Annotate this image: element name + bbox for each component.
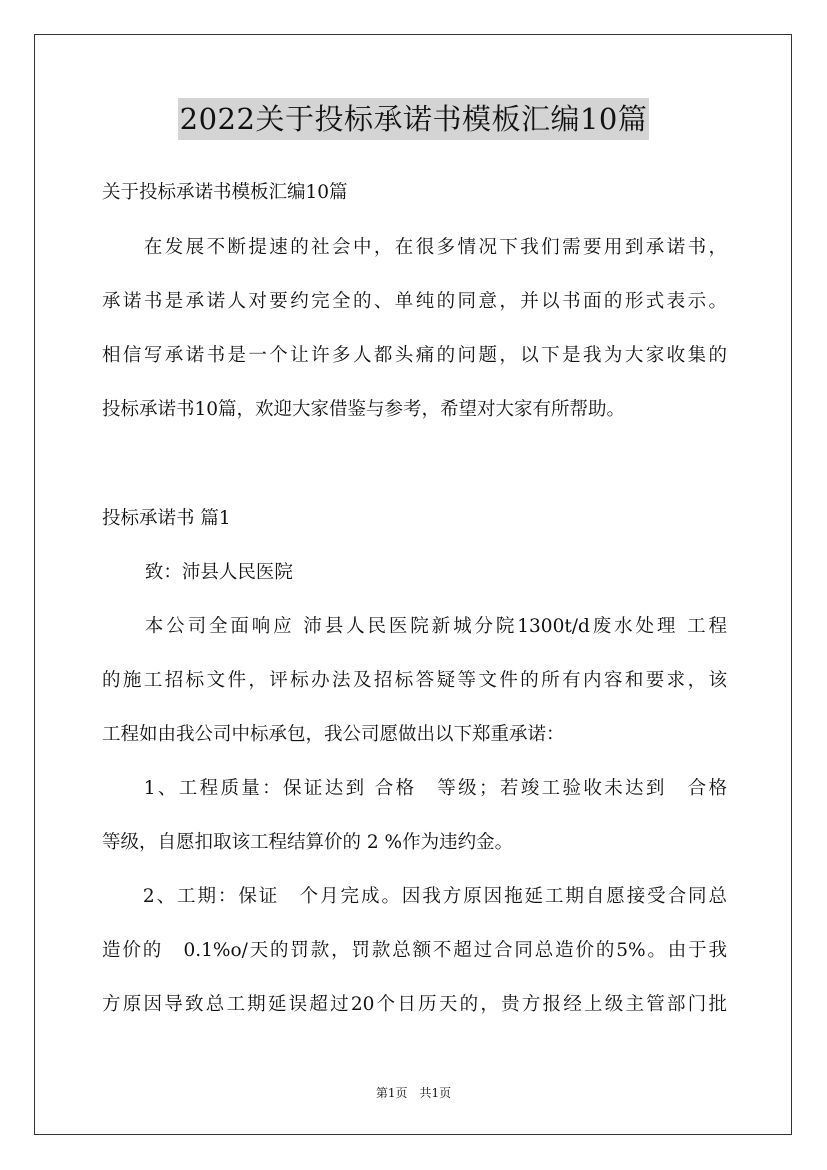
- paragraph-line: 2、工期：保证 个月完成。因我方原因拖延工期自愿接受合同总: [102, 886, 727, 907]
- paragraph-line: 在发展不断提速的社会中，在很多情况下我们需要用到承诺书，: [102, 237, 727, 258]
- paragraph-line: 承诺书是承诺人对要约完全的、单纯的同意，并以书面的形式表示。: [102, 291, 727, 312]
- document-title: 2022关于投标承诺书模板汇编10篇: [178, 98, 650, 140]
- section-heading: 投标承诺书 篇1: [102, 508, 231, 529]
- paragraph-line: 本公司全面响应 沛县人民医院新城分院1300t/d废水处理 工程: [102, 616, 727, 637]
- title-container: [0, 98, 827, 140]
- paragraph-line: 方原因导致总工期延误超过20个日历天的，贵方报经上级主管部门批: [102, 994, 727, 1015]
- paragraph-line: 等级，自愿扣取该工程结算价的 2 %作为违约金。: [102, 832, 514, 853]
- page-footer: 第1页 共1页: [375, 1086, 452, 1100]
- paragraph-line: 投标承诺书10篇，欢迎大家借鉴与参考，希望对大家有所帮助。: [102, 399, 626, 420]
- paragraph-line: 1、工程质量：保证达到 合格 等级；若竣工验收未达到 合格: [102, 778, 727, 799]
- paragraph-line: 相信写承诺书是一个让许多人都头痛的问题，以下是我为大家收集的: [102, 345, 727, 366]
- paragraph-line: 工程如由我公司中标承包，我公司愿做出以下郑重承诺：: [102, 724, 565, 745]
- subtitle-line: 关于投标承诺书模板汇编10篇: [102, 182, 348, 203]
- paragraph-line: 的施工招标文件，评标办法及招标答疑等文件的所有内容和要求，该: [102, 670, 727, 691]
- addressee-line: 致：沛县人民医院: [102, 562, 293, 583]
- paragraph-line: 造价的 0.1%o/天的罚款，罚款总额不超过合同总造价的5%。由于我: [102, 940, 727, 961]
